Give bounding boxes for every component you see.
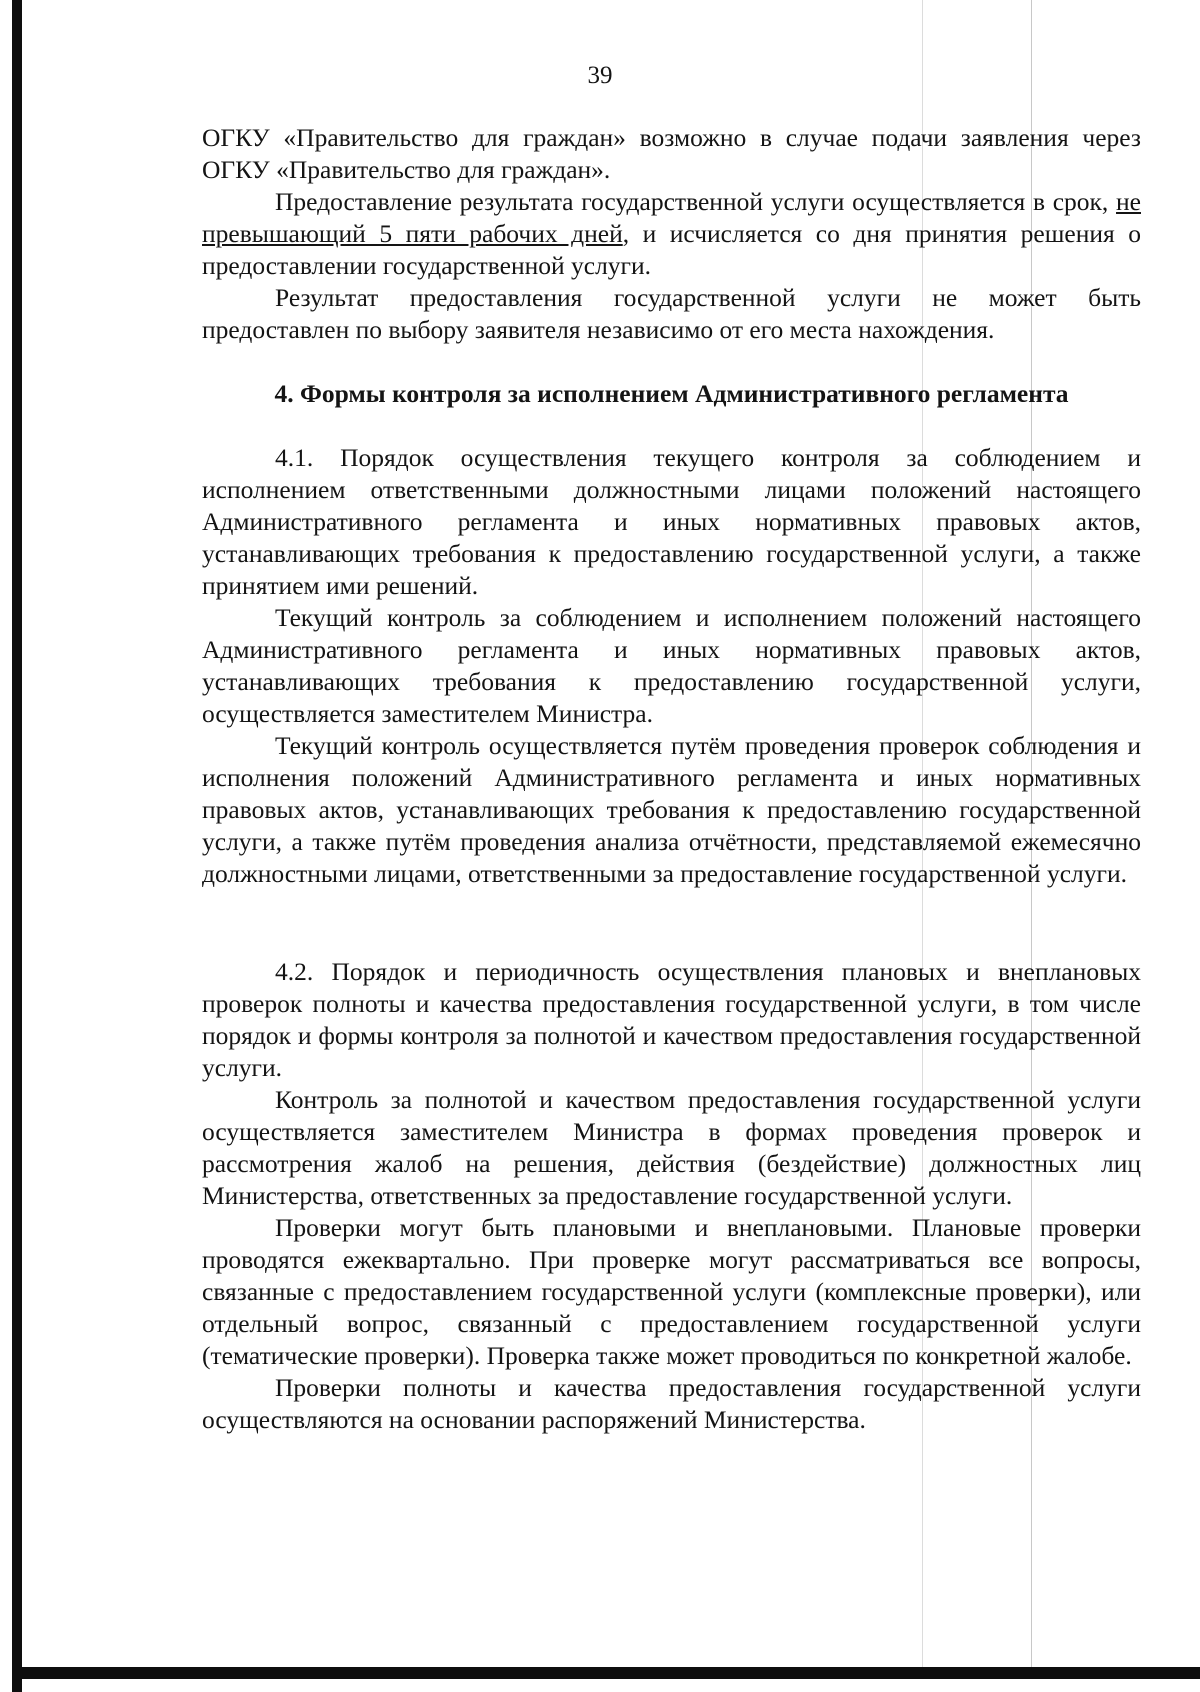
intro-paragraph-2 bbox=[202, 186, 1141, 282]
section-4-2 bbox=[202, 956, 1141, 1436]
intro-p2-text-end: , и исчисляется со дня принятия решения о предоставлении государственной услуги. bbox=[202, 219, 1141, 280]
underlined-deadline: не превышающий 5 пяти рабочих дней bbox=[202, 187, 1141, 248]
section-4-2-paragraph-2: Контроль за полнотой и качеством предоставления государственной услуги осуществляется заместителем Министра в формах проведения проверок и рассмотрения жалоб на решения, действия (бездействие) должностных лиц Министерства, ответственных за предоставление государственной услуги. bbox=[202, 1085, 1141, 1210]
intro-paragraph-3: Результат предоставления государственной услуги не может быть предоставлен по выбору заявителя независимо от его места нахождения. bbox=[202, 283, 1141, 344]
scan-left-border bbox=[12, 0, 22, 1692]
intro-paragraph-1: ОГКУ «Правительство для граждан» возможно в случае подачи заявления через ОГКУ «Правительство для граждан». bbox=[202, 123, 1141, 184]
section-4-1-paragraph-2: Текущий контроль за соблюдением и исполнением положений настоящего Административного регламента и иных нормативных правовых актов, устанавливающих требования к предоставлению государственной услуги, осуществляется заместителем Министра. bbox=[202, 603, 1141, 728]
section-4-2-paragraph-3: Проверки могут быть плановыми и внеплановыми. Плановые проверки проводятся ежеквартально. При проверке могут рассматриваться все вопросы, связанные с предоставлением государственной услуги (комплексные проверки), или отдельный вопрос, связанный с предоставлением государственной услуги (тематические проверки). Проверка также может проводиться по конкретной жалобе. bbox=[202, 1213, 1141, 1370]
section-4-2-paragraph-1: 4.2. Порядок и периодичность осуществления плановых и внеплановых проверок полноты и качества предоставления государственной услуги, в том числе порядок и формы контроля за полнотой и качеством предоставления государственной услуги. bbox=[202, 957, 1141, 1082]
intro-block bbox=[202, 122, 1141, 346]
section-4-1-paragraph-3: Текущий контроль осуществляется путём проведения проверок соблюдения и исполнения положений Административного регламента и иных нормативных правовых актов, устанавливающих требования к предоставлению государственной услуги, а также путём проведения анализа отчётности, представляемой ежемесячно должностными лицами, ответственными за предоставление государственной услуги. bbox=[202, 731, 1141, 888]
section-4-1-paragraph-1: 4.1. Порядок осуществления текущего контроля за соблюдением и исполнением ответственными должностными лицами положений настоящего Административного регламента и иных нормативных правовых актов, устанавливающих требования к предоставлению государственной услуги, а также принятием ими решений. bbox=[202, 443, 1141, 600]
section-heading: 4. Формы контроля за исполнением Административного регламента bbox=[274, 379, 1069, 408]
page-number: 39 bbox=[587, 62, 613, 89]
section-4-2-paragraph-4: Проверки полноты и качества предоставления государственной услуги осуществляются на основании распоряжений Министерства. bbox=[202, 1373, 1141, 1434]
intro-p2-text: Предоставление результата государственной услуги осуществляется в срок, bbox=[275, 187, 1117, 216]
section-4-1 bbox=[202, 442, 1141, 890]
scan-bottom-border bbox=[12, 1667, 1200, 1679]
